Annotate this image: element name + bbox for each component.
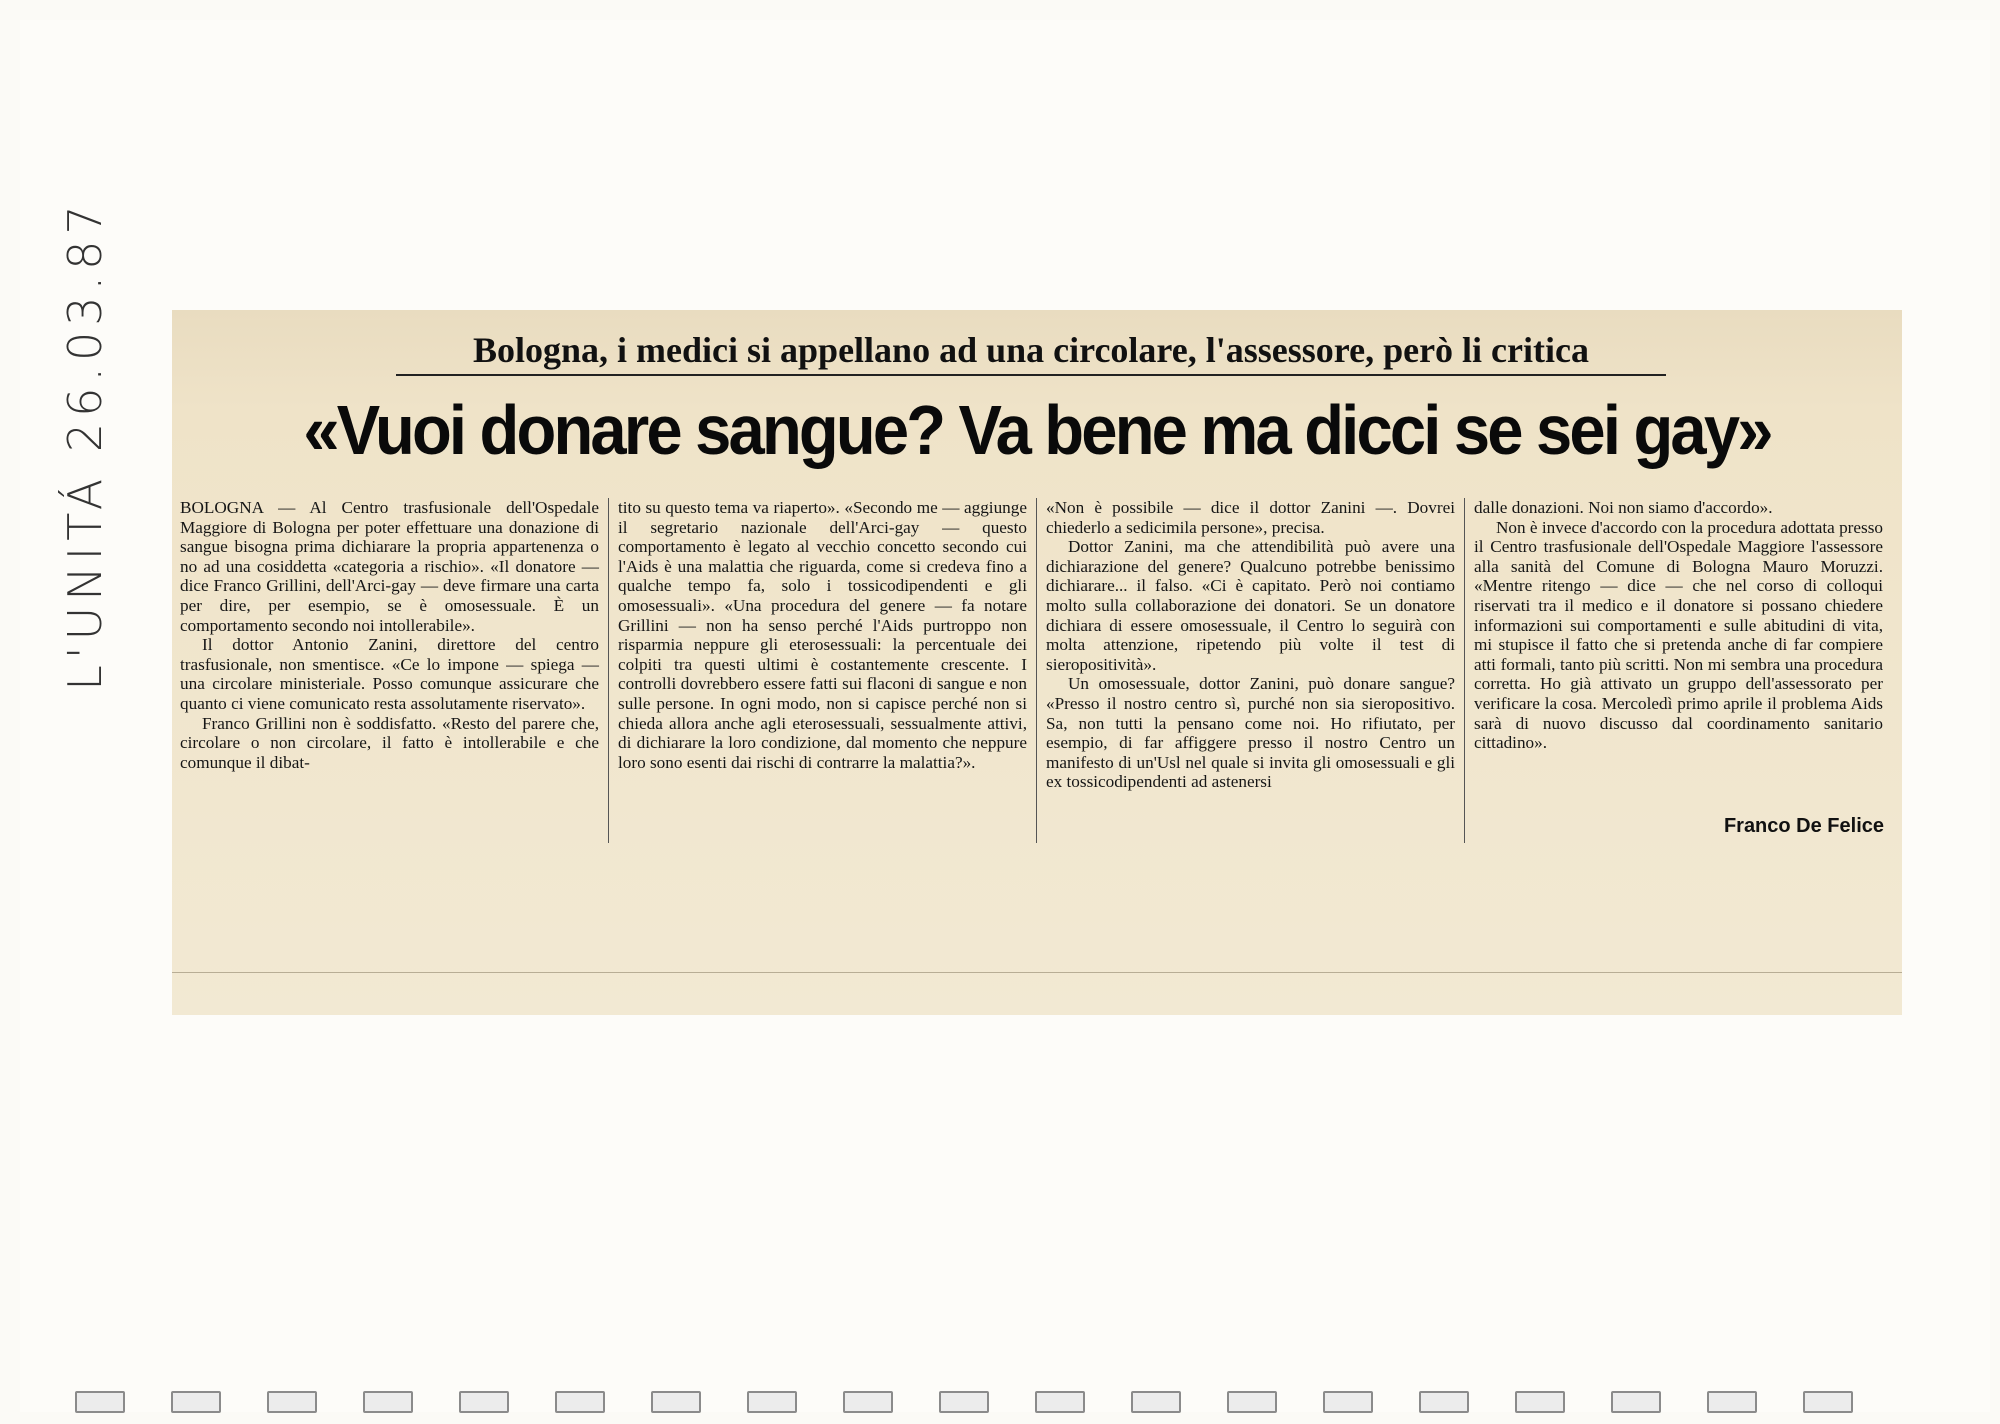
clipping-fold-line	[172, 972, 1902, 973]
scanned-page	[20, 20, 1990, 1412]
binder-hole	[1515, 1391, 1565, 1413]
newspaper-clipping	[172, 310, 1902, 1015]
paragraph: BOLOGNA — Al Centro trasfusionale dell'Ospedale Maggiore di Bologna per poter effettuare una donazione di sangue bisogna prima dichiarare la propria appartenenza o no ad una cosiddetta «categoria a rischio». «Il donatore — dice Franco Grillini, dell'Arci-gay — deve firmare una carta per dire, per esempio, se è omosessuale. È un comportamento secondo noi intollerabile».	[180, 498, 599, 635]
binder-hole	[1803, 1391, 1853, 1413]
binder-hole	[651, 1391, 701, 1413]
binder-holes	[75, 1391, 1995, 1419]
handwritten-source-date: L'UNITÁ 26.03.87	[58, 199, 112, 691]
article-byline: Franco De Felice	[1723, 815, 1884, 837]
article-column-1	[180, 498, 608, 843]
handwritten-annotation	[50, 199, 120, 691]
binder-hole	[1131, 1391, 1181, 1413]
binder-hole	[1707, 1391, 1757, 1413]
article-body	[180, 498, 1892, 843]
paragraph: dalle donazioni. Noi non siamo d'accordo».	[1474, 498, 1773, 517]
paragraph: Franco Grillini non è soddisfatto. «Resto del parere che, circolare o non circolare, il fatto è intollerabile e che comunque il dibat-	[180, 713, 599, 772]
binder-hole	[1035, 1391, 1085, 1413]
article-column-2	[608, 498, 1036, 843]
binder-hole	[1323, 1391, 1373, 1413]
binder-hole	[459, 1391, 509, 1413]
article-kicker: Bologna, i medici si appellano ad una circolare, l'assessore, però li critica	[396, 328, 1666, 376]
article-headline: «Vuoi donare sangue? Va bene ma dicci se sei gay»	[303, 391, 1771, 469]
binder-hole	[747, 1391, 797, 1413]
article-column-3	[1036, 498, 1464, 843]
paragraph: Un omosessuale, dottor Zanini, può donare sangue? «Presso il nostro centro sì, purché non sia sieropositivo. Sa, non tutti la pensano come noi. Ho rifiutato, per esempio, di far affiggere presso il nostro Centro un manifesto di un'Usl nel quale si invita gli omosessuali e gli ex tossicodipendenti ad astenersi	[1046, 674, 1455, 792]
binder-hole	[1227, 1391, 1277, 1413]
binder-hole	[555, 1391, 605, 1413]
binder-hole	[843, 1391, 893, 1413]
paragraph: Non è invece d'accordo con la procedura adottata presso il Centro trasfusionale dell'Ospedale Maggiore l'assessore alla sanità del Comune di Bologna Mauro Moruzzi. «Mentre ritengo — dice — che nel corso di colloqui riservati tra il medico e il donatore si possano chiedere informazioni sui comportamenti e sulle abitudini di vita, mi stupisce il fatto che si pretenda anche di far compiere atti formali, tanto più scritti. Non mi sembra una procedura corretta. Ho già attivato un gruppo dell'assessorato per verificare la cosa. Mercoledì primo aprile il problema Aids sarà di nuovo discusso dal coordinamento sanitario cittadino».	[1474, 517, 1883, 753]
paragraph: Il dottor Antonio Zanini, direttore del centro trasfusionale, non smentisce. «Ce lo impone — spiega — una circolare ministeriale. Posso comunque assicurare che quanto ci viene comunicato resta assolutamente riservato».	[180, 635, 599, 713]
binder-hole	[267, 1391, 317, 1413]
binder-hole	[939, 1391, 989, 1413]
binder-hole	[1611, 1391, 1661, 1413]
binder-hole	[1419, 1391, 1469, 1413]
paragraph: «Non è possibile — dice il dottor Zanini —. Dovrei chiederlo a sedicimila persone», precisa.	[1046, 498, 1455, 537]
article-column-4	[1464, 498, 1892, 843]
binder-hole	[75, 1391, 125, 1413]
binder-hole	[171, 1391, 221, 1413]
paragraph: tito su questo tema va riaperto». «Secondo me — aggiunge il segretario nazionale dell'Arci-gay — questo comportamento è legato al vecchio concetto secondo cui l'Aids è una malattia che riguarda, come si credeva fino a qualche tempo fa, solo i tossicodipendenti e gli omosessuali». «Una procedura del genere — fa notare Grillini — non ha senso perché l'Aids purtroppo non risparmia neppure gli eterosessuali: la percentuale dei colpiti tra questi ultimi è costantemente crescente. I controlli dovrebbero essere fatti sui flaconi di sangue e non sulle persone. In ogni modo, non si capisce perché non si chieda allora anche agli eterosessuali, sessualmente attivi, di dichiarare la loro condizione, dal momento che neppure loro sono esenti dai rischi di contrarre la malattia?».	[618, 498, 1027, 772]
paragraph: Dottor Zanini, ma che attendibilità può avere una dichiarazione del genere? Qualcuno potrebbe benissimo dichiarare... il falso. «Ci è capitato. Però noi contiamo molto sulla collaborazione dei donatori. Se un donatore dichiara di essere omosessuale, il Centro lo seguirà con molta attenzione, ripetendo più volte il test di sieropositività».	[1046, 537, 1455, 674]
binder-hole	[363, 1391, 413, 1413]
